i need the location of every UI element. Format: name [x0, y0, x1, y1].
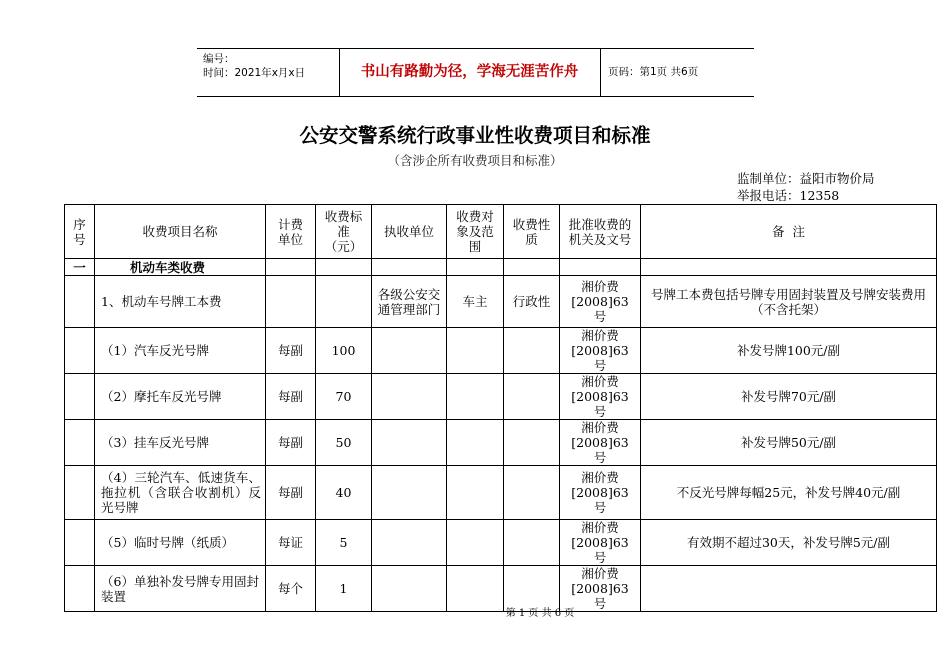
row-fee: 50: [316, 420, 372, 466]
row-name: （6）单独补发号牌专用固封装置: [95, 566, 266, 612]
row-fee: 100: [316, 328, 372, 374]
document-title: 公安交警系统行政事业性收费项目和标准: [299, 124, 651, 147]
row-name: （2）摩托车反光号牌: [95, 374, 266, 420]
row-name: （4）三轮汽车、低速货车、拖拉机（含联合收割机）反光号牌: [95, 466, 266, 520]
table-row: [65, 374, 937, 420]
row-name: （3）挂车反光号牌: [95, 420, 266, 466]
row-remark: 补发号牌70元/副: [641, 374, 937, 420]
row-fee: 70: [316, 374, 372, 420]
row-remark: 补发号牌100元/副: [641, 328, 937, 374]
row-fee: 40: [316, 466, 372, 520]
item-collector: 各级公安交通管理部门: [372, 276, 447, 328]
supervisor-line: 监制单位：益阳市物价局: [737, 171, 875, 186]
row-approval: 湘价费[2008]63号: [560, 520, 641, 566]
table-header-row: [65, 205, 937, 259]
table-row: [65, 520, 937, 566]
item-nature: 行政性: [504, 276, 560, 328]
row-unit: 每副: [266, 328, 316, 374]
row-fee: 5: [316, 520, 372, 566]
row-approval: 湘价费[2008]63号: [560, 328, 641, 374]
page-footer: 第 1 页 共 6 页: [505, 608, 575, 619]
number-label: 编号：: [203, 53, 235, 65]
header-standard: 收费标准（元）: [316, 205, 372, 259]
table-row: [65, 328, 937, 374]
hotline-line: 举报电话：12358: [737, 188, 840, 203]
header-remark: 备 注: [641, 205, 937, 259]
item-target: 车主: [447, 276, 504, 328]
row-unit: 每证: [266, 520, 316, 566]
item-remark: 号牌工本费包括号牌专用固封装置及号牌安装费用（不含托架）: [641, 276, 937, 328]
row-remark: 补发号牌50元/副: [641, 420, 937, 466]
row-unit: 每副: [266, 420, 316, 466]
document-header: [197, 48, 754, 97]
category-row: [65, 259, 937, 276]
header-nature: 收费性质: [504, 205, 560, 259]
table-row: [65, 276, 937, 328]
category-name: 机动车类收费: [95, 259, 266, 276]
header-seq: 序号: [65, 205, 95, 259]
row-name: （5）临时号牌（纸质）: [95, 520, 266, 566]
motto: 书山有路勤为径，学海无涯苦作舟: [339, 49, 601, 96]
header-unit: 计费单位: [266, 205, 316, 259]
header-meta: [197, 49, 339, 96]
row-unit: 每个: [266, 566, 316, 612]
item-approval: 湘价费[2008]63号: [560, 276, 641, 328]
header-approval: 批准收费的机关及文号: [560, 205, 641, 259]
row-unit: 每副: [266, 466, 316, 520]
row-unit: 每副: [266, 374, 316, 420]
table-row: [65, 420, 937, 466]
category-seq: 一: [65, 259, 95, 276]
time-label: 时间：2021年x月x日: [203, 67, 306, 79]
document-subtitle: （含涉企所有收费项目和标准）: [387, 153, 563, 168]
row-fee: 1: [316, 566, 372, 612]
table-row: [65, 466, 937, 520]
row-approval: 湘价费[2008]63号: [560, 374, 641, 420]
row-remark: 有效期不超过30天，补发号牌5元/副: [641, 520, 937, 566]
fee-table: [64, 204, 937, 612]
header-name: 收费项目名称: [95, 205, 266, 259]
page-code: 页码：第1页 共6页: [608, 66, 699, 78]
row-name: （1）汽车反光号牌: [95, 328, 266, 374]
row-approval: 湘价费[2008]63号: [560, 420, 641, 466]
row-approval: 湘价费[2008]63号: [560, 466, 641, 520]
row-remark: 不反光号牌每幅25元，补发号牌40元/副: [641, 466, 937, 520]
item-name: 1、机动车号牌工本费: [95, 276, 266, 328]
row-approval: 湘价费[2008]63号: [560, 566, 641, 612]
header-target: 收费对象及范围: [447, 205, 504, 259]
header-collector: 执收单位: [372, 205, 447, 259]
